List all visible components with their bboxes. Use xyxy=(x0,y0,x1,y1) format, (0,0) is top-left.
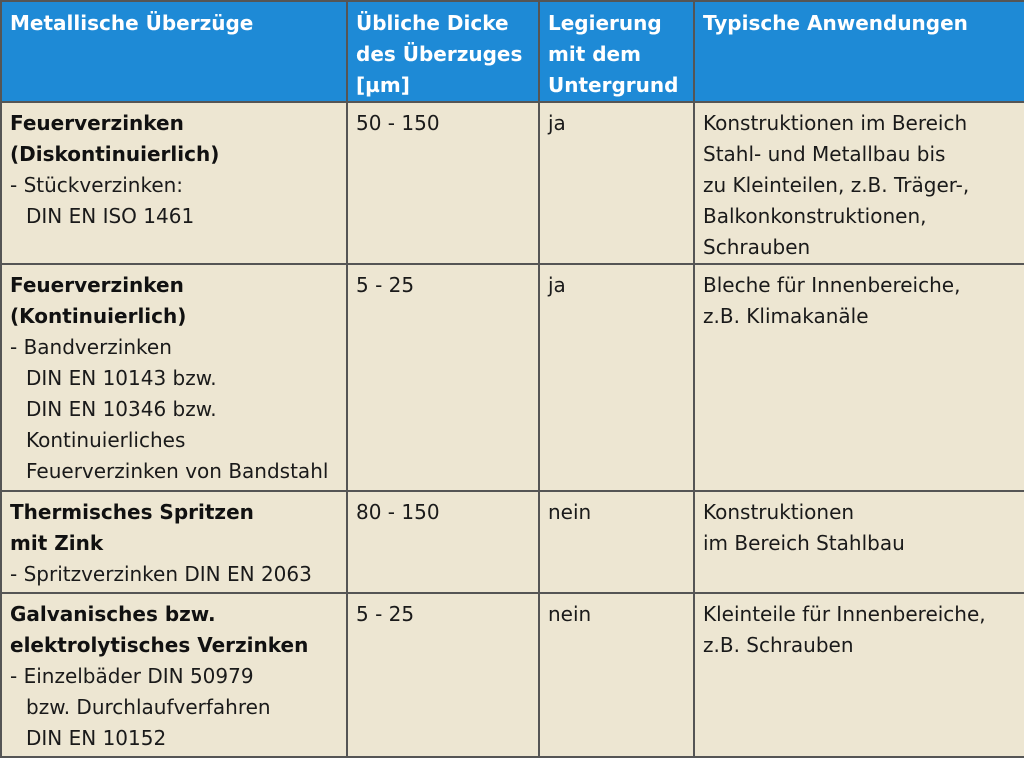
thickness-cell: 50 - 150 xyxy=(347,102,539,264)
table-row xyxy=(1,491,1024,593)
alloy-cell: nein xyxy=(539,491,694,593)
coating-detail: - Bandverzinken xyxy=(10,335,172,359)
thickness-cell: 5 - 25 xyxy=(347,593,539,757)
coating-title: Feuerverzinken xyxy=(10,111,184,135)
alloy-cell: nein xyxy=(539,593,694,757)
alloy-cell: ja xyxy=(539,102,694,264)
coating-cell xyxy=(1,593,347,757)
coating-detail: Feuerverzinken von Bandstahl xyxy=(26,459,329,483)
thickness-cell: 5 - 25 xyxy=(347,264,539,491)
coating-detail: DIN EN 10152 xyxy=(26,726,167,750)
applications-cell: Bleche für Innenbereiche, z.B. Klimakanäle xyxy=(694,264,1024,491)
coating-detail: DIN EN 10346 bzw. xyxy=(26,397,217,421)
coating-title: mit Zink xyxy=(10,531,104,555)
coating-cell xyxy=(1,491,347,593)
coating-title: Galvanisches bzw. xyxy=(10,602,216,626)
coating-title: Feuerverzinken xyxy=(10,273,184,297)
coating-title: (Diskontinuierlich) xyxy=(10,142,220,166)
coating-detail: Kontinuierliches xyxy=(26,428,186,452)
header-metallic-coatings: Metallische Überzüge xyxy=(1,1,347,102)
alloy-cell: ja xyxy=(539,264,694,491)
header-applications: Typische Anwendungen xyxy=(694,1,1024,102)
applications-cell: Kleinteile für Innenbereiche, z.B. Schrauben xyxy=(694,593,1024,757)
coating-detail: - Stückverzinken: xyxy=(10,173,184,197)
coating-detail: bzw. Durchlaufverfahren xyxy=(26,695,271,719)
coating-title: Thermisches Spritzen xyxy=(10,500,254,524)
coating-cell xyxy=(1,264,347,491)
table-row xyxy=(1,102,1024,264)
coating-detail: - Einzelbäder DIN 50979 xyxy=(10,664,254,688)
table-row xyxy=(1,264,1024,491)
header-row xyxy=(1,1,1024,102)
header-thickness: Übliche Dicke des Überzuges [µm] xyxy=(347,1,539,102)
applications-cell: Konstruktionen im Bereich Stahlbau xyxy=(694,491,1024,593)
table-row xyxy=(1,593,1024,757)
coating-detail: DIN EN 10143 bzw. xyxy=(26,366,217,390)
thickness-cell: 80 - 150 xyxy=(347,491,539,593)
header-alloy: Legierung mit dem Untergrund xyxy=(539,1,694,102)
coating-detail: - Spritzverzinken DIN EN 2063 xyxy=(10,562,312,586)
coating-detail: DIN EN ISO 1461 xyxy=(26,204,195,228)
coating-title: elektrolytisches Verzinken xyxy=(10,633,309,657)
applications-cell: Konstruktionen im Bereich Stahl- und Metallbau bis zu Kleinteilen, z.B. Träger-, Balkonkonstruktionen, Schrauben xyxy=(694,102,1024,264)
coating-cell xyxy=(1,102,347,264)
coating-title: (Kontinuierlich) xyxy=(10,304,187,328)
